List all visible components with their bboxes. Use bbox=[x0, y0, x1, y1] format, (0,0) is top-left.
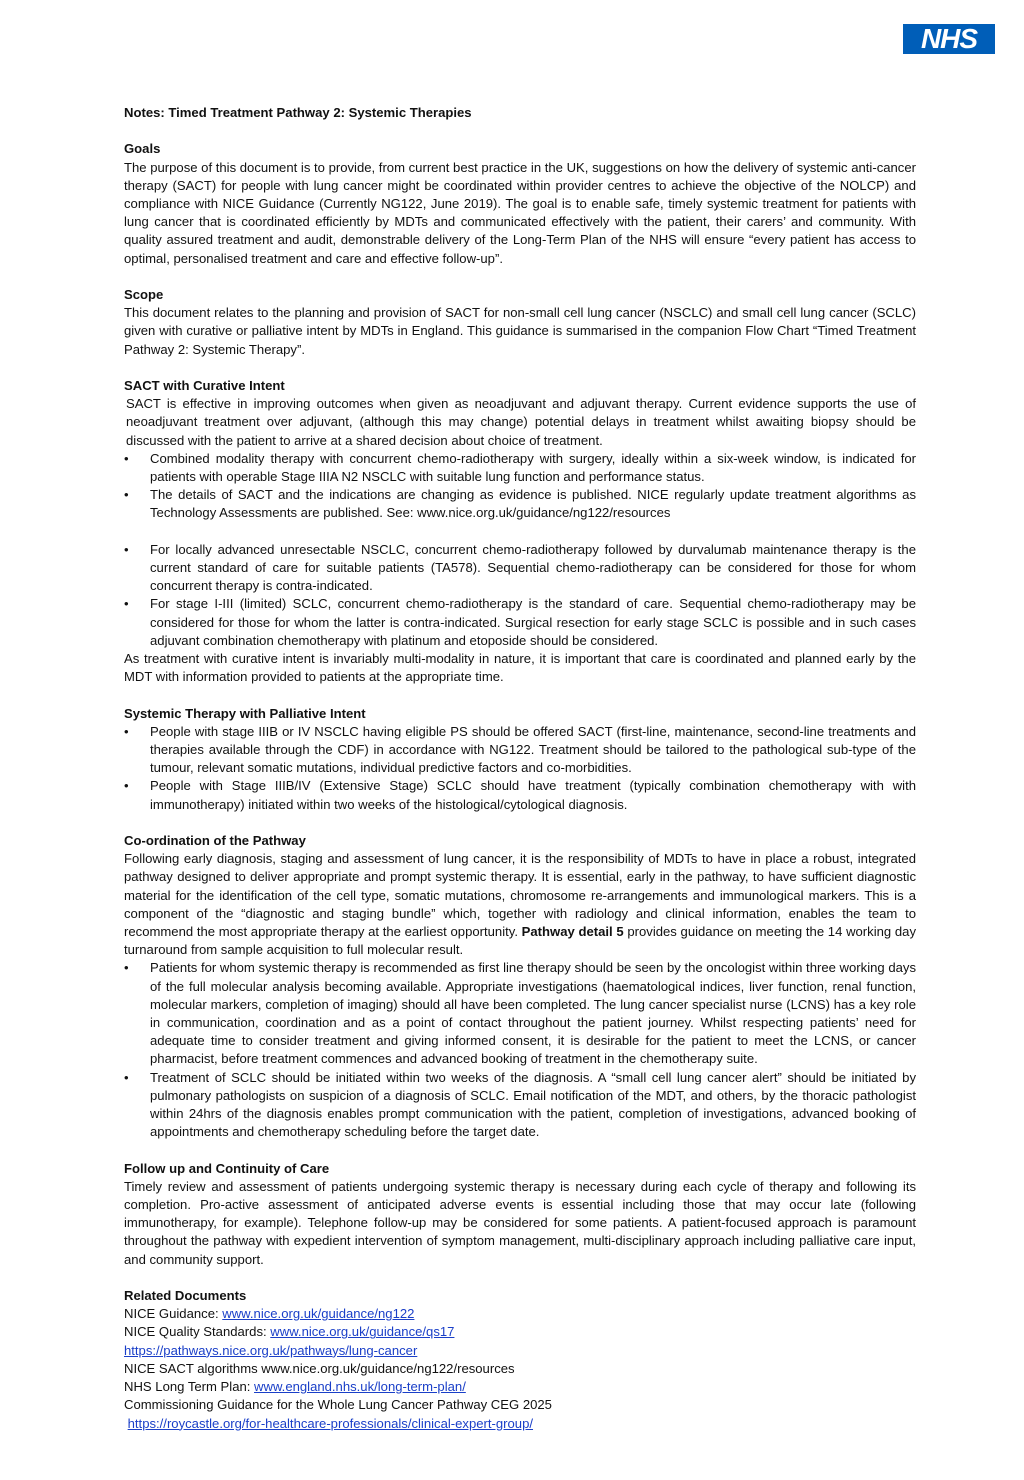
list-item: • The details of SACT and the indications are changing as evidence is published. NICE regularly update treatment algorithms as Technology Assessments are published. See: www.nice.org.uk/guidance/ng122/resources bbox=[124, 486, 916, 522]
list-item: • People with Stage IIIB/IV (Extensive Stage) SCLC should have treatment (typically combination chemotherapy with with immunotherapy) initiated within two weeks of the histological/cytological diagnosis. bbox=[124, 777, 916, 813]
related-quality-standards bbox=[124, 1323, 916, 1341]
related-label: NICE Guidance: bbox=[124, 1306, 223, 1322]
page-title: Notes: Timed Treatment Pathway 2: Systemic Therapies bbox=[124, 105, 472, 120]
goals-text: The purpose of this document is to provide, from current best practice in the UK, suggestions on how the delivery of systemic anti-cancer therapy (SACT) for people with lung cancer might be coordinated within provider centres to achieve the objective of the NOLCP) and compliance with NICE Guidance (Currently NG122, June 2019). The goal is to enable safe, timely systemic treatment for patients with lung cancer that is coordinated efficiently by MDTs and communicated effectively with the patient, their carers’ and community. With quality assured treatment and audit, demonstrable delivery of the Long-Term Plan of the NHS will ensure “every patient has access to optimal, personalised treatment and care and effective follow-up”. bbox=[124, 159, 916, 266]
related-pathways bbox=[124, 1342, 916, 1360]
followup-text: Timely review and assessment of patients undergoing systemic therapy is necessary during each cycle of therapy and following its completion. Pro-active assessment of anticipated adverse events is essential including those that may occur late (following immunotherapy, for example). Telephone follow-up may be considered for some patients. A patient-focused approach is paramount throughout the pathway with expedient intervention of symptom management, multi-disciplinary approach including palliative care input, and community support. bbox=[124, 1178, 916, 1267]
pathway-detail-ref: Pathway detail 5 bbox=[521, 924, 624, 940]
palliative-heading: Systemic Therapy with Palliative Intent bbox=[124, 705, 366, 721]
list-item: • Patients for whom systemic therapy is recommended as first line therapy should be seen by the oncologist within three working days of the full molecular analysis becoming available. Appropriate investigations (haematological indices, liver function, renal function, molecular markers, completion of imaging) should all have been completed. The lung cancer specialist nurse (LCNS) has a key role in communication, coordination and as a point of contact throughout the patient journey. Whilst respecting patients’ need for adequate time to consider treatment and giving informed consent, it is desirable for the patient to meet the LCNS, or cancer pharmacist, before treatment commences and advanced booking of treatment in the chemotherapy suite. bbox=[124, 959, 916, 1068]
coordination-text-a: Following early diagnosis, staging and assessment of lung cancer, it is the responsibility of MDTs to have in place a robust, integrated pathway designed to deliver appropriate and prompt systemic therapy. It is essential, early in the pathway, to have sufficient diagnostic material for the identification of the cell type, somatic mutations, chromosome re-arrangements and immunological markers. This is a component of the “diagnostic and staging bundle” which, together with radiology and clinical information, enables the team to recommend the most appropriate therapy at the earliest opportunity. bbox=[124, 851, 916, 940]
related-nice-guidance bbox=[124, 1305, 916, 1323]
pathways-link[interactable]: https://pathways.nice.org.uk/pathways/lung-cancer bbox=[124, 1342, 418, 1358]
roycastle-link[interactable]: https://roycastle.org/for-healthcare-professionals/clinical-expert-group/ bbox=[127, 1415, 534, 1431]
document-body bbox=[124, 104, 916, 1433]
list-item: • Treatment of SCLC should be initiated within two weeks of the diagnosis. A “small cell lung cancer alert” should be initiated by pulmonary pathologists on suspicion of a diagnosis of SCLC. Email notification of the MDT, and others, by the thoracic pathologist within 24hrs of the diagnosis enables prompt communication with the patient, completion of investigations, advanced booking of appointments and chemotherapy scheduling before the target date. bbox=[124, 1069, 916, 1142]
list-item: • People with stage IIIB or IV NSCLC having eligible PS should be offered SACT (first-line, maintenance, second-line treatments and therapies available through the CDF) in accordance with NG122. Treatment should be tailored to the pathological sub-type of the tumour, relevant somatic mutations, individual predictive factors and co-morbidities. bbox=[124, 723, 916, 778]
goals-heading: Goals bbox=[124, 141, 161, 157]
followup-section bbox=[124, 1160, 916, 1269]
related-sact-algorithms: NICE SACT algorithms www.nice.org.uk/guidance/ng122/resources bbox=[124, 1360, 515, 1376]
curative-section bbox=[124, 377, 916, 686]
related-long-term-plan bbox=[124, 1378, 916, 1396]
related-documents bbox=[124, 1287, 916, 1433]
scope-heading: Scope bbox=[124, 287, 164, 302]
list-item: • Combined modality therapy with concurrent chemo-radiotherapy with surgery, ideally within a six-week window, is indicated for patients with operable Stage IIIA N2 NSCLC with suitable lung function and performance status. bbox=[124, 450, 916, 486]
coordination-section bbox=[124, 832, 916, 1141]
nhs-logo: NHS bbox=[903, 24, 995, 54]
coordination-text-b: provides guidance on meeting the 14 working day turnaround from sample acquisition to full molecular result. bbox=[124, 924, 916, 958]
related-roycastle bbox=[124, 1415, 916, 1433]
curative-heading: SACT with Curative Intent bbox=[124, 378, 285, 393]
scope-text: This document relates to the planning and provision of SACT for non-small cell lung cancer (NSCLC) and small cell lung cancer (SCLC) given with curative or palliative intent by MDTs in England. This guidance is summarised in the companion Flow Chart “Timed Treatment Pathway 2: Systemic Therapy”. bbox=[124, 305, 916, 357]
palliative-section bbox=[124, 705, 916, 814]
scope-section bbox=[124, 286, 916, 359]
related-label: NHS Long Term Plan: bbox=[124, 1379, 255, 1395]
followup-heading: Follow up and Continuity of Care bbox=[124, 1160, 330, 1176]
coordination-heading: Co-ordination of the Pathway bbox=[124, 833, 306, 849]
nice-guidance-link[interactable]: www.nice.org.uk/guidance/ng122 bbox=[222, 1306, 415, 1322]
curative-outro: As treatment with curative intent is invariably multi-modality in nature, it is important that care is coordinated and planned early by the MDT with information provided to patients at the appropriate time. bbox=[124, 651, 916, 685]
goals-section bbox=[124, 140, 916, 267]
list-item: • For locally advanced unresectable NSCLC, concurrent chemo-radiotherapy followed by durvalumab maintenance therapy is the current standard of care for suitable patients (TA578). Sequential chemo-radiotherapy can be considered for those for whom concurrent therapy is contra-indicated. bbox=[124, 541, 916, 596]
curative-list-2 bbox=[124, 541, 916, 650]
quality-standards-link[interactable]: www.nice.org.uk/guidance/qs17 bbox=[270, 1324, 455, 1340]
list-item: • For stage I-III (limited) SCLC, concurrent chemo-radiotherapy is the standard of care. Sequential chemo-radiotherapy may be considered for those for whom the latter is contra-indicated. Surgical resection for early stage SCLC is possible and in such cases adjuvant combination chemotherapy with platinum and etoposide should be considered. bbox=[124, 595, 916, 650]
related-ceg: Commissioning Guidance for the Whole Lung Cancer Pathway CEG 2025 bbox=[124, 1397, 552, 1413]
curative-intro: SACT is effective in improving outcomes when given as neoadjuvant and adjuvant therapy. Current evidence supports the use of neoadjuvant treatment over adjuvant, (although this may change) potential delays in treatment whilst awaiting biopsy should be discussed with the patient to arrive at a shared decision about choice of treatment. bbox=[126, 396, 916, 448]
spacer bbox=[124, 523, 916, 541]
curative-list-1 bbox=[124, 450, 916, 523]
coordination-list bbox=[124, 959, 916, 1141]
related-label: NICE Quality Standards: bbox=[124, 1324, 271, 1340]
long-term-plan-link[interactable]: www.england.nhs.uk/long-term-plan/ bbox=[254, 1379, 466, 1395]
coordination-text bbox=[124, 850, 916, 959]
palliative-list bbox=[124, 723, 916, 814]
related-heading: Related Documents bbox=[124, 1288, 247, 1304]
